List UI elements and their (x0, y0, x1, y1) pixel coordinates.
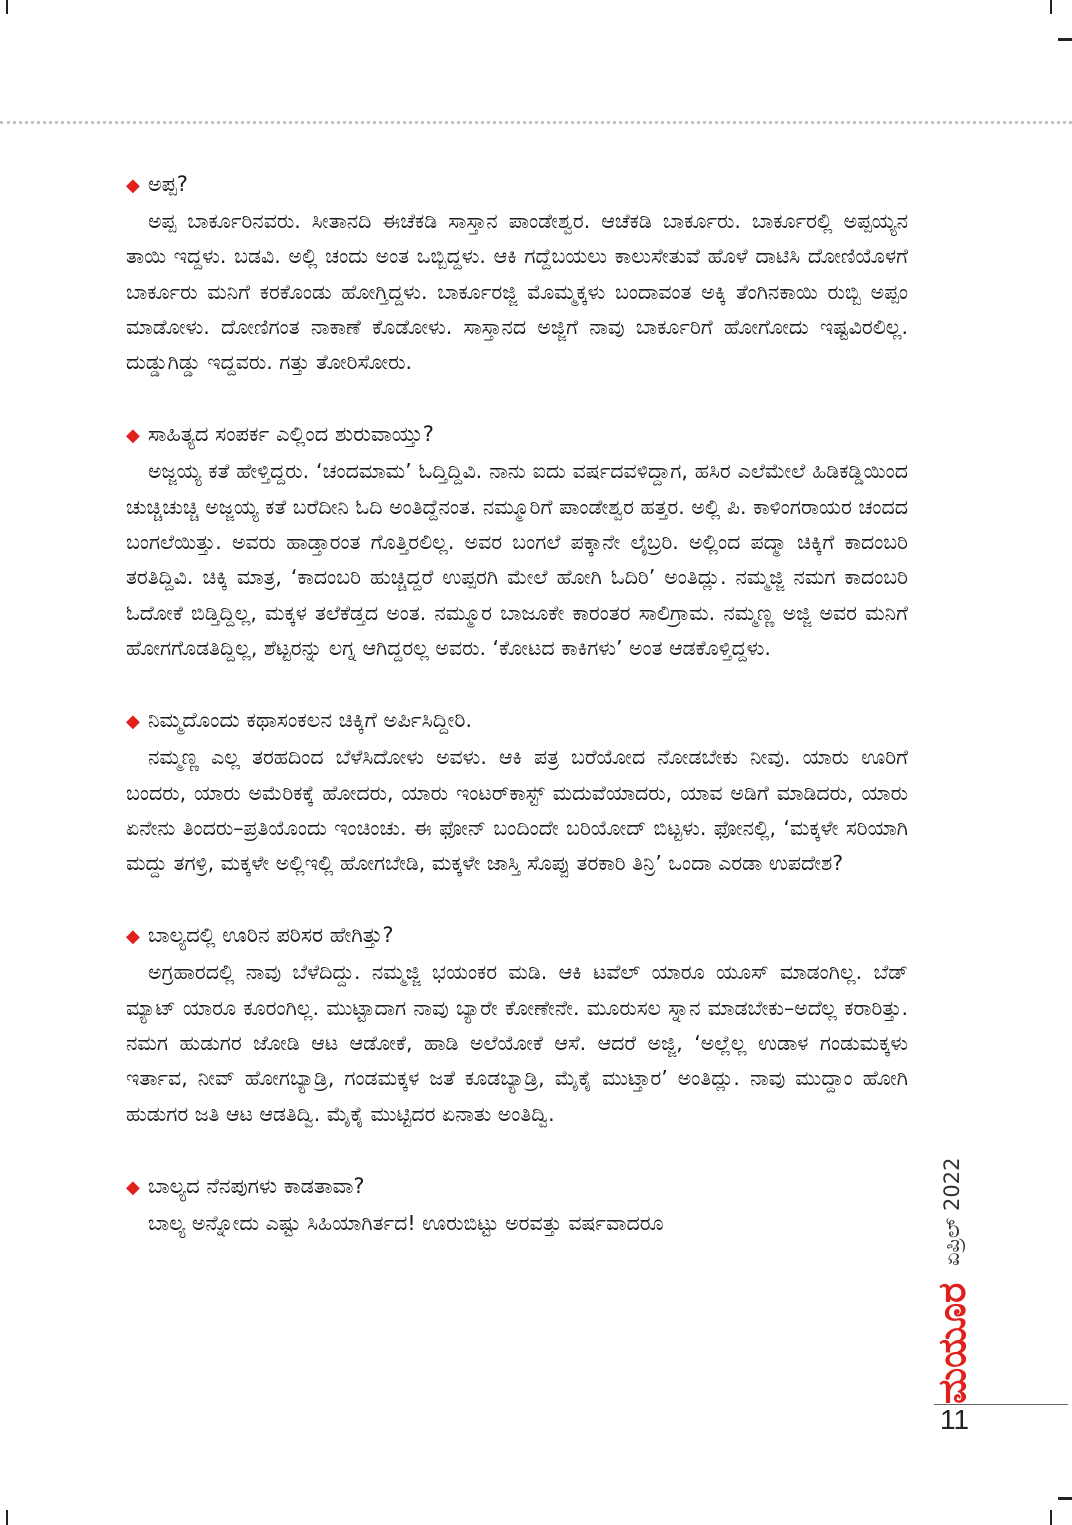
question-text: ಬಾಲ್ಯದಲ್ಲಿ ಊರಿನ ಪರಿಸರ ಹೇಗಿತ್ತು? (147, 923, 394, 948)
issue-month: ಏಪ್ರಿಲ್ 2022 (940, 1157, 964, 1266)
crop-mark-bottom-left (6, 1510, 8, 1525)
qa-block-2 (126, 418, 908, 666)
diamond-bullet-icon: ◆ (126, 1176, 140, 1198)
page-number: 11 (940, 1404, 970, 1435)
answer-text: ಅಪ್ಪ ಬಾರ್ಕೂರಿನವರು. ಸೀತಾನದಿ ಈಚೆಕಡಿ ಸಾಸ್ತಾನ ಪಾಂಡೇಶ್ವರ. ಆಚೆಕಡಿ ಬಾರ್ಕೂರು. ಬಾರ್ಕೂರಲ್ಲಿ ಅಪ್ಪಯ್ಯನ ತಾಯಿ ಇದ್ದಳು. ಬಡವಿ. ಅಲ್ಲಿ ಚಂದು ಅಂತ ಒಬ್ಬಿದ್ದಳು. ಆಕಿ ಗದ್ದೆಬಯಲು ಕಾಲುಸೇತುವೆ ಹೊಳೆ ದಾಟಿಸಿ ದೋಣಿಯೊಳಗೆ ಬಾರ್ಕೂರು ಮನಿಗೆ ಕರಕೊಂಡು ಹೋಗ್ತಿದ್ದಳು. ಬಾರ್ಕೂರಜ್ಜಿ ಮೊಮ್ಮಕ್ಕಳು ಬಂದಾವಂತ ಅಕ್ಕಿ ತೆಂಗಿನಕಾಯಿ ರುಬ್ಬಿ ಅಪ್ಪಂ ಮಾಡೋಳು. ದೋಣಿಗಂತ ನಾಕಾಣೆ ಕೊಡೋಳು. ಸಾಸ್ತಾನದ ಅಜ್ಜಿಗೆ ನಾವು ಬಾರ್ಕೂರಿಗೆ ಹೋಗೋದು ಇಷ್ಟವಿರಲಿಲ್ಲ. ದುಡ್ಡುಗಿಡ್ಡು ಇದ್ದವರು. ಗತ್ತು ತೋರಿಸೋರು. (126, 209, 908, 375)
qa-block-3 (126, 704, 908, 881)
question-text: ನಿಮ್ಮದೊಂದು ಕಥಾಸಂಕಲನ ಚಿಕ್ಕಿಗೆ ಅರ್ಪಿಸಿದ್ದೀರಿ. (147, 708, 473, 733)
answer-text: ಅಜ್ಜಯ್ಯ ಕತೆ ಹೇಳ್ತಿದ್ದರು. ‘ಚಂದಮಾಮ’ ಓದ್ತಿದ್ದಿವಿ. ನಾನು ಐದು ವರ್ಷದವಳಿದ್ದಾಗ, ಹಸಿರ ಎಲೆಮೇಲೆ ಹಿಡಿಕಡ್ಡಿಯಿಂದ ಚುಚ್ಚಿಚುಚ್ಚಿ ಅಜ್ಜಯ್ಯ ಕತೆ ಬರೆದೀನಿ ಓದಿ ಅಂತಿದ್ದೆನಂತ. ನಮ್ಮೂರಿಗೆ ಪಾಂಡೇಶ್ವರ ಹತ್ತರ. ಅಲ್ಲಿ ಪಿ. ಕಾಳಿಂಗರಾಯರ ಚಂದದ ಬಂಗಲೆಯಿತ್ತು. ಅವರು ಹಾಡ್ತಾರಂತ ಗೊತ್ತಿರಲಿಲ್ಲ. ಅವರ ಬಂಗಲೆ ಪಕ್ಕಾನೇ ಲೈಬ್ರರಿ. ಅಲ್ಲಿಂದ ಪದ್ಮಾ ಚಿಕ್ಕಿಗೆ ಕಾದಂಬರಿ ತರತಿದ್ದಿವಿ. ಚಿಕ್ಕಿ ಮಾತ್ರ, ‘ಕಾದಂಬರಿ ಹುಚ್ಚಿದ್ದರೆ ಉಪ್ಪರಗಿ ಮೇಲೆ ಹೋಗಿ ಓದಿರಿ’ ಅಂತಿದ್ಲು. ನಮ್ಮಜ್ಜಿ ನಮಗ ಕಾದಂಬರಿ ಓದೋಕೆ ಬಿಡ್ತಿದ್ದಿಲ್ಲ, ಮಕ್ಕಳ ತಲೆಕೆಡ್ತದ ಅಂತ. ನಮ್ಮೂರ ಬಾಜೂಕೇ ಕಾರಂತರ ಸಾಲಿಗ್ರಾಮ. ನಮ್ಮಣ್ಣ ಅಜ್ಜಿ ಅವರ ಮನಿಗೆ ಹೋಗಗೊಡತಿದ್ದಿಲ್ಲ, ಶೆಟ್ಟರನ್ನು ಲಗ್ನ ಆಗಿದ್ದರಲ್ಲ ಅವರು. ‘ಕೋಟದ ಕಾಕಿಗಳು’ ಅಂತ ಆಡಕೊಳ್ತಿದ್ದಳು. (126, 459, 908, 660)
question (126, 1170, 908, 1204)
answer-text: ನಮ್ಮಣ್ಣ ಎಲ್ಲ ತರಹದಿಂದ ಬೆಳೆಸಿದೋಳು ಅವಳು. ಆಕಿ ಪತ್ರ ಬರೆಯೋದ ನೋಡಬೇಕು ನೀವು. ಯಾರು ಊರಿಗೆ ಬಂದರು, ಯಾರು ಅಮೆರಿಕಕ್ಕೆ ಹೋದರು, ಯಾರು ಇಂಟರ್‌ಕಾಸ್ಟ್ ಮದುವೆಯಾದರು, ಯಾವ ಅಡಿಗೆ ಮಾಡಿದರು, ಯಾರು ಏನೇನು ತಿಂದರು–ಪ್ರತಿಯೊಂದು ಇಂಚಿಂಚು. ಈ ಫೋನ್ ಬಂದಿಂದೇ ಬರಿಯೋದ್ ಬಿಟ್ಟಳು. ಫೋನಲ್ಲಿ, ‘ಮಕ್ಕಳೇ ಸರಿಯಾಗಿ ಮದ್ದು ತಗಳ್ರಿ, ಮಕ್ಕಳೇ ಅಲ್ಲಿಇಲ್ಲಿ ಹೋಗಬೇಡಿ, ಮಕ್ಕಳೇ ಜಾಸ್ತಿ ಸೊಪ್ಪು ತರಕಾರಿ ತಿನ್ರಿ’ ಒಂದಾ ಎರಡಾ ಉಪದೇಶ? (126, 745, 908, 876)
diamond-bullet-icon: ◆ (126, 175, 140, 196)
question-text: ಬಾಲ್ಯದ ನೆನಪುಗಳು ಕಾಡತಾವಾ? (147, 1173, 365, 1198)
question-text: ಸಾಹಿತ್ಯದ ಸಂಪರ್ಕ ಎಲ್ಲಿಂದ ಶುರುವಾಯ್ತು? (147, 422, 434, 447)
diamond-bullet-icon: ◆ (126, 425, 140, 447)
question (126, 168, 908, 202)
crop-mark-bottom-right (1050, 1510, 1052, 1525)
crop-mark-top-right (1050, 0, 1052, 14)
magazine-logo (929, 1282, 974, 1408)
crop-mark-top-left (6, 0, 8, 14)
qa-block-4 (126, 919, 908, 1131)
diamond-bullet-icon: ◆ (126, 926, 140, 948)
interview-article (126, 168, 908, 1279)
question (126, 418, 908, 452)
question (126, 704, 908, 738)
crop-mark-right-lower (1058, 1497, 1072, 1500)
diamond-bullet-icon: ◆ (126, 711, 140, 733)
magazine-logo-text: ಮಯೂರ (929, 1282, 974, 1404)
qa-block-5 (126, 1170, 908, 1241)
crop-mark-right-upper (1058, 38, 1072, 41)
header-dotted-rule (0, 121, 1072, 124)
answer-text: ಬಾಲ್ಯ ಅನ್ನೋದು ಎಷ್ಟು ಸಿಹಿಯಾಗಿರ್ತದ! ಊರುಬಿಟ್ಟು ಅರವತ್ತು ವರ್ಷವಾದರೂ (148, 1210, 664, 1235)
question-text: ಅಪ್ಪ? (147, 172, 188, 196)
qa-block-1 (126, 168, 908, 380)
answer-text: ಅಗ್ರಹಾರದಲ್ಲಿ ನಾವು ಬೆಳೆದಿದ್ದು. ನಮ್ಮಜ್ಜಿ ಭಯಂಕರ ಮಡಿ. ಆಕಿ ಟವೆಲ್ ಯಾರೂ ಯೂಸ್ ಮಾಡಂಗಿಲ್ಲ. ಬೆಡ್ ಮ್ಯಾಟ್ ಯಾರೂ ಕೂರಂಗಿಲ್ಲ. ಮುಟ್ಟಾದಾಗ ನಾವು ಬ್ಯಾರೇ ಕೋಣೇನೇ. ಮೂರುಸಲ ಸ್ನಾನ ಮಾಡಬೇಕು–ಅದೆಲ್ಲ ಕರಾರಿತ್ತು. ನಮಗ ಹುಡುಗರ ಜೋಡಿ ಆಟ ಆಡೋಕೆ, ಹಾಡಿ ಅಲೆಯೋಕೆ ಆಸೆ. ಆದರೆ ಅಜ್ಜಿ, ‘ಅಲ್ಲೆಲ್ಲ ಉಡಾಳ ಗಂಡುಮಕ್ಕಳು ಇರ್ತಾವ, ನೀವ್ ಹೋಗಬ್ಯಾಡ್ರಿ, ಗಂಡಮಕ್ಕಳ ಜತೆ ಕೂಡಬ್ಯಾಡ್ರಿ, ಮೈಕೈ ಮುಟ್ತಾರ’ ಅಂತಿದ್ಲು. ನಾವು ಮುದ್ದಾಂ ಹೋಗಿ ಹುಡುಗರ ಜತಿ ಆಟ ಆಡತಿದ್ವಿ. ಮೈಕೈ ಮುಟ್ಟಿದರ ಏನಾತು ಅಂತಿದ್ವಿ. (126, 960, 908, 1126)
issue-date-label (936, 1116, 980, 1276)
question (126, 919, 908, 953)
